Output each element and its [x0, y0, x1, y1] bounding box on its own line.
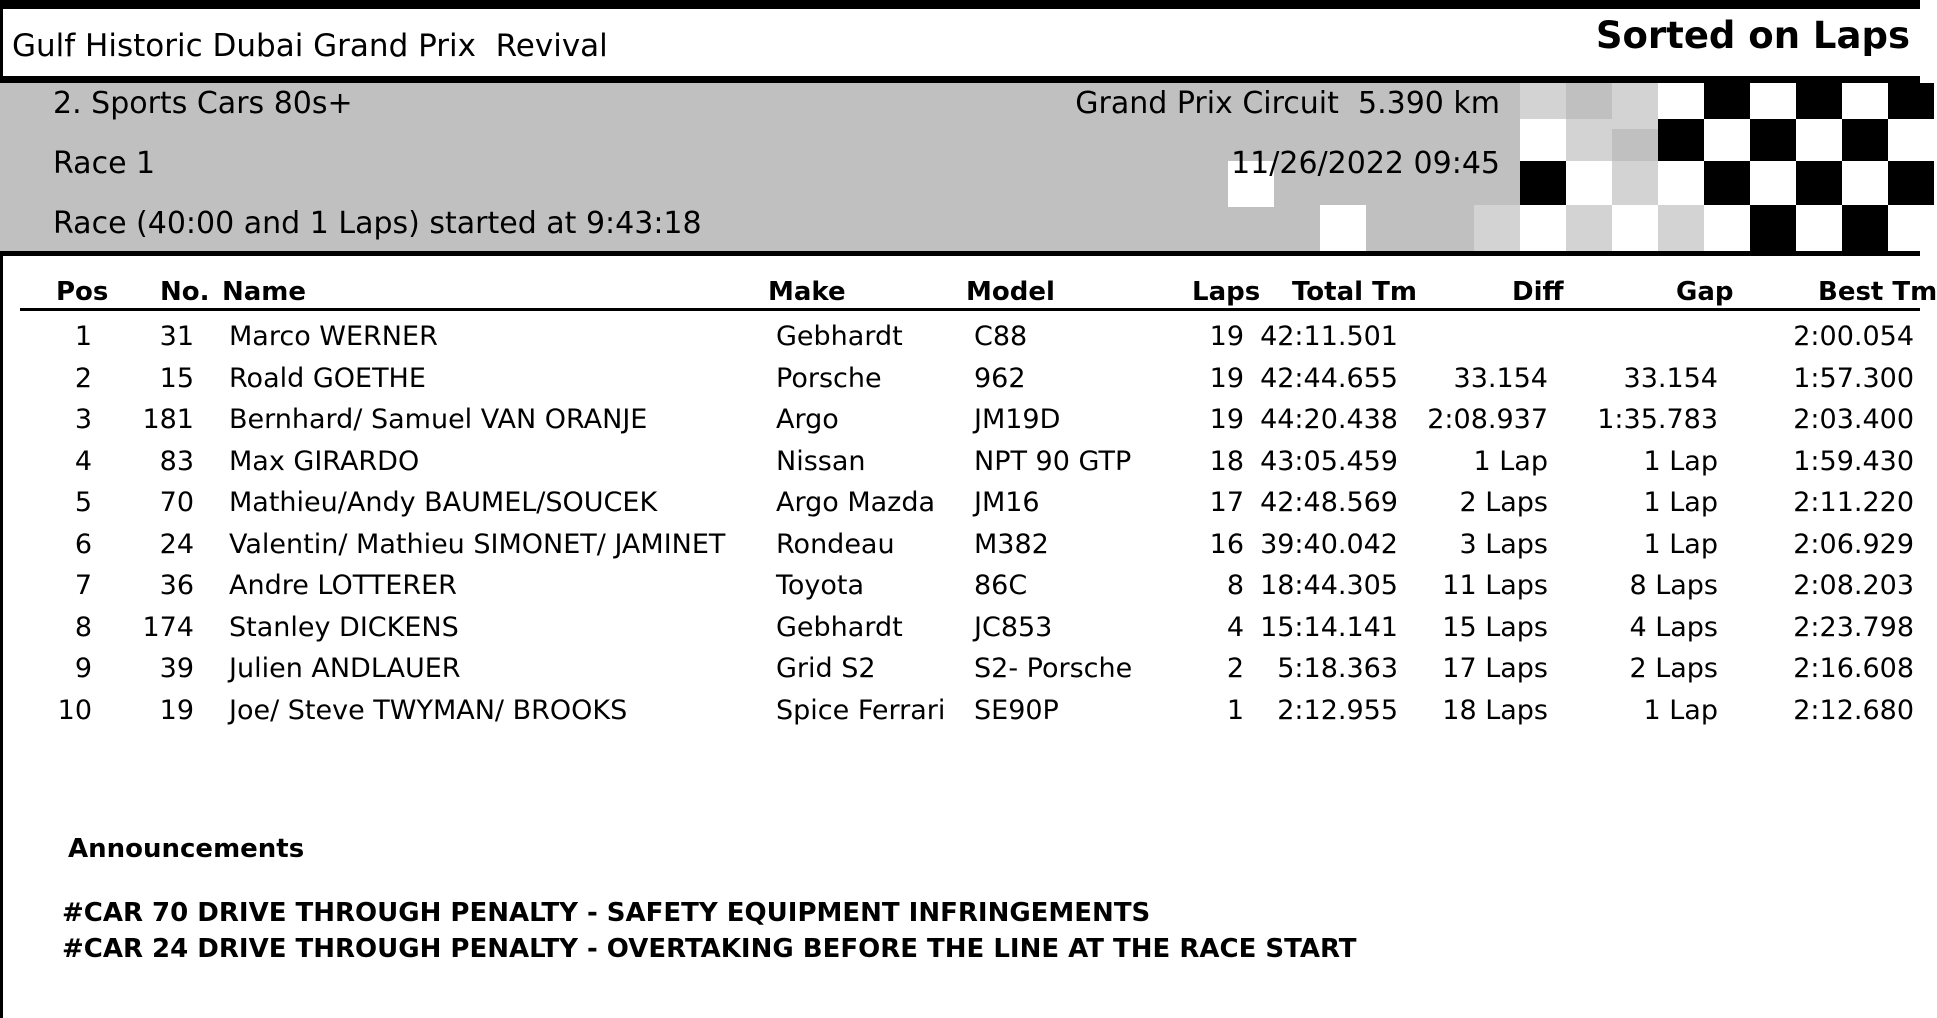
cell-laps: 1: [1226, 694, 1244, 726]
band-bottom-rule: [0, 251, 1920, 256]
header-rule: [20, 308, 1920, 311]
cell-best-time: 2:00.054: [1793, 321, 1914, 352]
table-row: [0, 524, 1920, 566]
cell-model: SE90P: [974, 694, 1059, 726]
col-header-diff: Diff: [1512, 277, 1564, 307]
circuit-info: Grand Prix Circuit 5.390 km: [1075, 86, 1500, 121]
cell-laps: 19: [1209, 404, 1244, 435]
cell-make: Nissan: [776, 445, 866, 477]
class-name: 2. Sports Cars 80s+: [53, 86, 353, 121]
announcement-line: #CAR 70 DRIVE THROUGH PENALTY - SAFETY EQUIPMENT INFRINGEMENTS: [62, 898, 1151, 928]
col-header-pos: Pos: [56, 277, 109, 307]
cell-pos: 9: [74, 653, 92, 684]
col-header-no: No.: [160, 277, 210, 307]
cell-driver-name: Bernhard/ Samuel VAN ORANJE: [229, 404, 648, 435]
col-header-model: Model: [966, 277, 1055, 307]
event-title: Gulf Historic Dubai Grand Prix Revival: [12, 28, 608, 64]
cell-best-time: 2:06.929: [1793, 528, 1914, 560]
cell-laps: 16: [1209, 528, 1244, 560]
cell-total-time: 5:18.363: [1277, 653, 1398, 684]
cell-laps: 2: [1226, 653, 1244, 684]
cell-total-time: 39:40.042: [1260, 528, 1398, 560]
cell-driver-name: Max GIRARDO: [229, 445, 420, 477]
cell-driver-name: Andre LOTTERER: [229, 570, 457, 601]
cell-gap: 2 Laps: [1629, 653, 1718, 684]
cell-make: Grid S2: [776, 653, 876, 684]
cell-model: JM16: [974, 487, 1040, 518]
cell-driver-name: Marco WERNER: [229, 321, 438, 352]
cell-laps: 18: [1209, 445, 1244, 477]
top-border: [0, 0, 1920, 9]
table-row: [0, 482, 1920, 524]
cell-driver-name: Stanley DICKENS: [229, 611, 459, 643]
cell-gap: 1 Lap: [1643, 694, 1718, 726]
cell-make: Argo: [776, 404, 839, 435]
session-datetime: 11/26/2022 09:45: [1231, 146, 1500, 181]
cell-car-number: 15: [159, 362, 194, 394]
cell-gap: 33.154: [1623, 362, 1718, 394]
cell-diff: 33.154: [1453, 362, 1548, 394]
cell-total-time: 15:14.141: [1260, 611, 1398, 643]
cell-gap: 8 Laps: [1629, 570, 1718, 601]
col-header-best-time: Best Tm: [1818, 277, 1937, 307]
cell-model: M382: [974, 528, 1049, 560]
table-row: [0, 399, 1920, 441]
cell-pos: 10: [57, 694, 92, 726]
race-info: Race (40:00 and 1 Laps) started at 9:43:18: [53, 206, 702, 241]
table-row: [0, 648, 1920, 690]
cell-pos: 3: [74, 404, 92, 435]
table-row: [0, 607, 1920, 649]
cell-laps: 19: [1209, 362, 1244, 394]
cell-model: 86C: [974, 570, 1028, 601]
cell-total-time: 44:20.438: [1260, 404, 1398, 435]
cell-car-number: 174: [142, 611, 194, 643]
col-header-make: Make: [768, 277, 846, 307]
cell-gap: 1 Lap: [1643, 445, 1718, 477]
cell-pos: 7: [74, 570, 92, 601]
cell-laps: 8: [1226, 570, 1244, 601]
band-top-rule: [0, 76, 1920, 83]
announcement-line: #CAR 24 DRIVE THROUGH PENALTY - OVERTAKING BEFORE THE LINE AT THE RACE START: [62, 934, 1357, 964]
table-row: [0, 316, 1920, 358]
cell-pos: 1: [74, 321, 92, 352]
cell-best-time: 2:23.798: [1793, 611, 1914, 643]
cell-model: NPT 90 GTP: [974, 445, 1132, 477]
session-name: Race 1: [53, 146, 156, 181]
cell-diff: 2 Laps: [1459, 487, 1548, 518]
cell-car-number: 83: [159, 445, 194, 477]
cell-model: C88: [974, 321, 1028, 352]
cell-driver-name: Valentin/ Mathieu SIMONET/ JAMINET: [229, 528, 726, 560]
cell-best-time: 2:12.680: [1793, 694, 1914, 726]
cell-diff: 3 Laps: [1459, 528, 1548, 560]
cell-pos: 5: [74, 487, 92, 518]
cell-car-number: 24: [159, 528, 194, 560]
cell-total-time: 42:11.501: [1260, 321, 1398, 352]
cell-make: Gebhardt: [776, 611, 903, 643]
col-header-laps: Laps: [1192, 277, 1261, 307]
cell-model: S2- Porsche: [974, 653, 1133, 684]
cell-best-time: 2:11.220: [1793, 487, 1914, 518]
cell-car-number: 31: [159, 321, 194, 352]
cell-car-number: 181: [142, 404, 194, 435]
col-header-total-time: Total Tm: [1292, 277, 1417, 307]
cell-make: Toyota: [776, 570, 865, 601]
cell-pos: 8: [74, 611, 92, 643]
col-header-gap: Gap: [1676, 277, 1734, 307]
cell-diff: 11 Laps: [1442, 570, 1548, 601]
table-row: [0, 690, 1920, 732]
session-info-band: [0, 83, 1920, 251]
table-row: [0, 358, 1920, 400]
cell-pos: 6: [74, 528, 92, 560]
cell-make: Gebhardt: [776, 321, 903, 352]
announcements-title: Announcements: [68, 834, 305, 864]
cell-diff: 15 Laps: [1442, 611, 1548, 643]
cell-make: Argo Mazda: [776, 487, 936, 518]
cell-best-time: 2:16.608: [1793, 653, 1914, 684]
cell-best-time: 2:08.203: [1793, 570, 1914, 601]
cell-gap: 1:35.783: [1597, 404, 1718, 435]
cell-total-time: 42:48.569: [1260, 487, 1398, 518]
sort-label: Sorted on Laps: [1595, 14, 1910, 57]
cell-driver-name: Mathieu/Andy BAUMEL/SOUCEK: [229, 487, 658, 518]
cell-model: JC853: [974, 611, 1053, 643]
cell-car-number: 39: [159, 653, 194, 684]
cell-driver-name: Roald GOETHE: [229, 362, 426, 394]
cell-pos: 2: [74, 362, 92, 394]
cell-car-number: 19: [159, 694, 194, 726]
cell-total-time: 43:05.459: [1260, 445, 1398, 477]
table-row: [0, 441, 1920, 483]
cell-make: Porsche: [776, 362, 882, 394]
cell-gap: 1 Lap: [1643, 528, 1718, 560]
cell-laps: 19: [1209, 321, 1244, 352]
cell-diff: 18 Laps: [1442, 694, 1548, 726]
cell-laps: 4: [1226, 611, 1244, 643]
cell-car-number: 36: [159, 570, 194, 601]
cell-gap: 1 Lap: [1643, 487, 1718, 518]
cell-total-time: 18:44.305: [1260, 570, 1398, 601]
cell-car-number: 70: [159, 487, 194, 518]
cell-model: 962: [974, 362, 1026, 394]
cell-total-time: 42:44.655: [1260, 362, 1398, 394]
cell-diff: 2:08.937: [1427, 404, 1548, 435]
cell-best-time: 2:03.400: [1793, 404, 1914, 435]
cell-make: Spice Ferrari: [776, 694, 946, 726]
cell-laps: 17: [1209, 487, 1244, 518]
cell-best-time: 1:57.300: [1793, 362, 1914, 394]
cell-make: Rondeau: [776, 528, 895, 560]
cell-gap: 4 Laps: [1629, 611, 1718, 643]
col-header-name: Name: [222, 277, 307, 307]
cell-driver-name: Julien ANDLAUER: [229, 653, 461, 684]
table-row: [0, 565, 1920, 607]
cell-diff: 17 Laps: [1442, 653, 1548, 684]
cell-best-time: 1:59.430: [1793, 445, 1914, 477]
cell-pos: 4: [74, 445, 92, 477]
cell-model: JM19D: [974, 404, 1061, 435]
cell-driver-name: Joe/ Steve TWYMAN/ BROOKS: [229, 694, 628, 726]
cell-total-time: 2:12.955: [1277, 694, 1398, 726]
cell-diff: 1 Lap: [1473, 445, 1548, 477]
